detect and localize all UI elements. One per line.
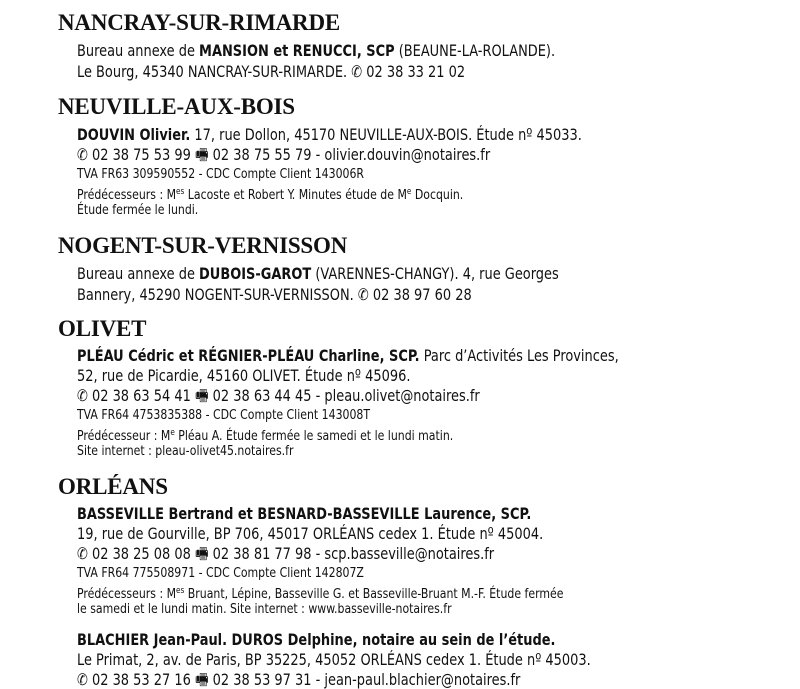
neuville-pred-mid: Lacoste et Robert Y. Minutes étude de M [184, 187, 407, 203]
orleans-a-contact: ✆ 02 38 25 08 08 🖷 02 38 81 77 98 - scp.basseville@notaires.fr [77, 544, 495, 563]
orleans-b-notary-name: BLACHIER Jean-Paul. DUROS Delphine, notaire au sein de l’étude. [77, 630, 556, 649]
neuville-tva: TVA FR63 309590552 - CDC Compte Client 143006R [77, 166, 365, 182]
neuville-pred-sup-2: e [406, 187, 412, 197]
orleans-a-notary-name: BASSEVILLE Bertrand et BESNARD-BASSEVILLE Laurence, SCP. [77, 504, 532, 523]
neuville-pred-sup-1: es [176, 187, 185, 197]
olivet-address: 52, rue de Picardie, 45160 OLIVET. Étude nº 45096. [77, 366, 411, 385]
neuville-pred-prefix: Prédécesseurs : M [77, 187, 177, 203]
nancray-parent: (BEAUNE-LA-ROLANDE). [394, 41, 556, 60]
neuville-notary-name: DOUVIN Olivier. [77, 125, 191, 144]
olivet-address-part-1: Parc d’Activités Les Provinces, [419, 346, 619, 365]
nancray-prefix: Bureau annexe de [77, 41, 200, 60]
orleans-a-name-line [77, 504, 531, 523]
olivet-website: Site internet : pleau-olivet45.notaires.fr [77, 443, 294, 459]
orleans-a-pred-continued: le samedi et le lundi matin. Site internet : www.basseville-notaires.fr [77, 601, 452, 617]
orleans-a-predecessors [77, 583, 563, 602]
orleans-b-contact: ✆ 02 38 53 27 16 🖷 02 38 53 97 31 - jean-paul.blachier@notaires.fr [77, 670, 521, 689]
orleans-a-tva: TVA FR64 775508971 - CDC Compte Client 142807Z [77, 565, 364, 581]
city-heading-olivet: OLIVET [58, 316, 147, 341]
nogent-parent: (VARENNES-CHANGY). 4, rue Georges [311, 264, 559, 283]
nancray-office-name: MANSION et RENUCCI, SCP [199, 41, 395, 60]
nogent-address: Bannery, 45290 NOGENT-SUR-VERNISSON. ✆ 02 38 97 60 28 [77, 285, 472, 304]
orleans-a-pred-prefix: Prédécesseurs : M [77, 586, 177, 602]
olivet-tva: TVA FR64 4753835388 - CDC Compte Client 143008T [77, 407, 371, 423]
olivet-line-1 [77, 346, 619, 365]
olivet-contact: ✆ 02 38 63 54 41 🖷 02 38 63 44 45 - pleau.olivet@notaires.fr [77, 386, 480, 405]
neuville-predecessors [77, 184, 463, 203]
nancray-line-1 [77, 41, 555, 60]
neuville-pred-post: Docquin. [411, 187, 464, 203]
neuville-closed: Étude fermée le lundi. [77, 202, 199, 218]
neuville-contact: ✆ 02 38 75 53 99 🖷 02 38 75 55 79 - olivier.douvin@notaires.fr [77, 145, 491, 164]
nancray-address: Le Bourg, 45340 NANCRAY-SUR-RIMARDE. ✆ 02 38 33 21 02 [77, 62, 466, 81]
olivet-pred-prefix: Prédécesseur : M [77, 428, 171, 444]
nogent-prefix: Bureau annexe de [77, 264, 200, 283]
nogent-office-name: DUBOIS-GAROT [199, 264, 312, 283]
olivet-pred-post: Pléau A. Étude fermée le samedi et le lundi matin. [174, 428, 454, 444]
city-heading-nogent: NOGENT-SUR-VERNISSON [58, 233, 348, 258]
orleans-a-address: 19, rue de Gourville, BP 706, 45017 ORLÉANS cedex 1. Étude nº 45004. [77, 524, 544, 543]
orleans-b-address: Le Primat, 2, av. de Paris, BP 35225, 45052 ORLÉANS cedex 1. Étude nº 45003. [77, 650, 591, 669]
orleans-a-pred-post: Bruant, Lépine, Basseville G. et Basseville-Bruant M.-F. Étude fermée [184, 586, 564, 602]
city-heading-neuville: NEUVILLE-AUX-BOIS [58, 94, 295, 119]
olivet-pred-sup: e [170, 428, 175, 438]
nogent-line-1 [77, 264, 559, 283]
city-heading-orleans: ORLÉANS [58, 474, 168, 499]
neuville-line-1 [77, 125, 582, 144]
orleans-a-pred-sup: es [176, 586, 185, 596]
orleans-b-name-line [77, 630, 555, 649]
city-heading-nancray: NANCRAY-SUR-RIMARDE [58, 10, 341, 35]
neuville-address: 17, rue Dollon, 45170 NEUVILLE-AUX-BOIS. Étude nº 45033. [190, 125, 582, 144]
olivet-notary-name: PLÉAU Cédric et RÉGNIER-PLÉAU Charline, SCP. [77, 346, 420, 365]
olivet-predecessor [77, 425, 453, 444]
